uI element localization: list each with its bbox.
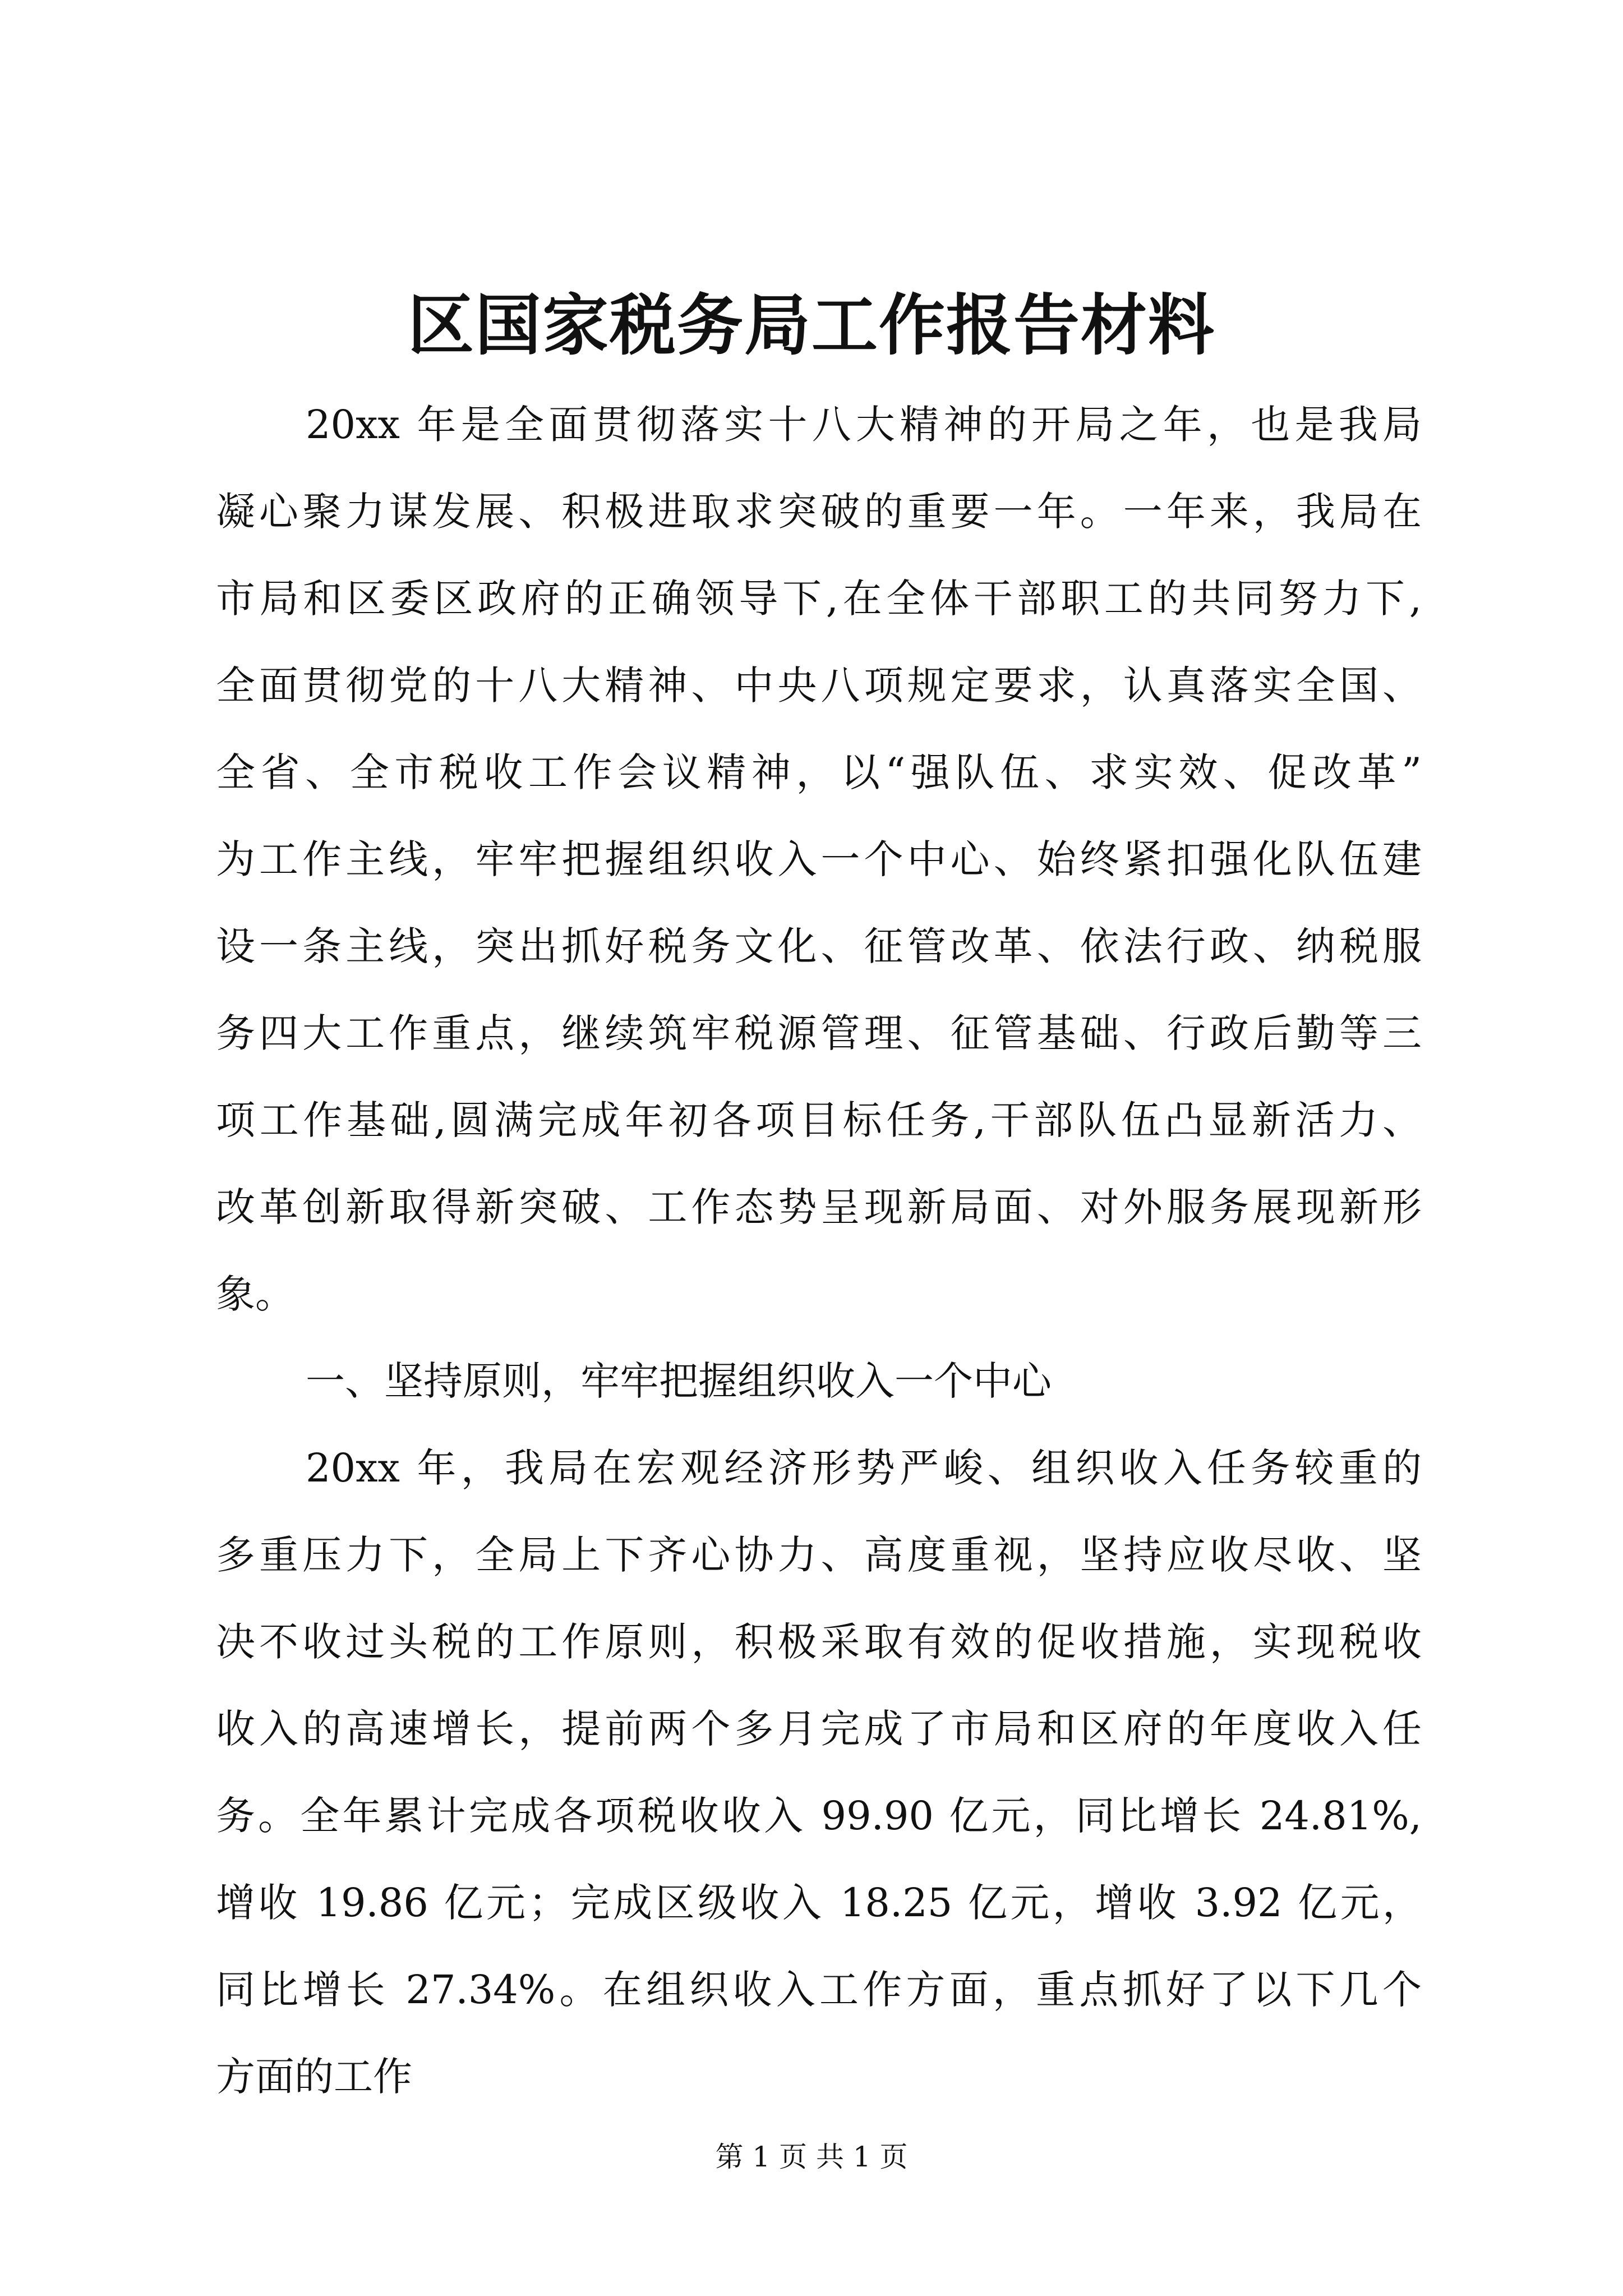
paragraph-line: 增收 19.86 亿元；完成区级收入 18.25 亿元，增收 3.92 亿元， (216, 1880, 1422, 1926)
paragraph-line: 决不收过头税的工作原则，积极采取有效的促收措施，实现税收 (216, 1619, 1422, 1665)
paragraph-line: 多重压力下，全局上下齐心协力、高度重视，坚持应收尽收、坚 (216, 1532, 1422, 1578)
paragraph-line: 一、坚持原则，牢牢把握组织收入一个中心 (306, 1358, 1052, 1404)
paragraph-line: 市局和区委区政府的正确领导下,在全体干部职工的共同努力下, (216, 576, 1422, 622)
paragraph-line: 改革创新取得新突破、工作态势呈现新局面、对外服务展现新形 (216, 1184, 1422, 1230)
paragraph-line: 项工作基础,圆满完成年初各项目标任务,干部队伍凸显新活力、 (216, 1097, 1422, 1143)
paragraph-line: 象。 (216, 1271, 294, 1317)
paragraph (216, 1425, 1422, 2120)
paragraph-line: 务四大工作重点，继续筑牢税源管理、征管基础、行政后勤等三 (216, 1010, 1422, 1056)
paragraph-line: 为工作主线，牢牢把握组织收入一个中心、始终紧扣强化队伍建 (216, 836, 1422, 882)
paragraph-line: 设一条主线，突出抓好税务文化、征管改革、依法行政、纳税服 (216, 923, 1422, 969)
paragraph-line: 同比增长 27.34%。在组织收入工作方面，重点抓好了以下几个 (216, 1967, 1422, 2013)
paragraph (216, 381, 1422, 1338)
paragraph-line: 20xx 年是全面贯彻落实十八大精神的开局之年，也是我局 (306, 402, 1422, 448)
paragraph-line: 全省、全市税收工作会议精神，以“强队伍、求实效、促改革” (216, 749, 1422, 795)
paragraph (216, 1338, 1422, 1425)
paragraph-line: 凝心聚力谋发展、积极进取求突破的重要一年。一年来，我局在 (216, 489, 1422, 535)
paragraph-line: 务。全年累计完成各项税收收入 99.90 亿元，同比增长 24.81%, (216, 1793, 1422, 1839)
document-title: 区国家税务局工作报告材料 (407, 286, 1215, 364)
page-footer: 第 1 页 共 1 页 (715, 2141, 908, 2173)
paragraph-line: 收入的高速增长，提前两个多月完成了市局和区府的年度收入任 (216, 1706, 1422, 1752)
paragraph-line: 全面贯彻党的十八大精神、中央八项规定要求，认真落实全国、 (216, 662, 1422, 708)
paragraph-line: 20xx 年，我局在宏观经济形势严峻、组织收入任务较重的 (306, 1445, 1422, 1491)
paragraph-line: 方面的工作 (216, 2054, 412, 2100)
document-body (216, 381, 1422, 2120)
